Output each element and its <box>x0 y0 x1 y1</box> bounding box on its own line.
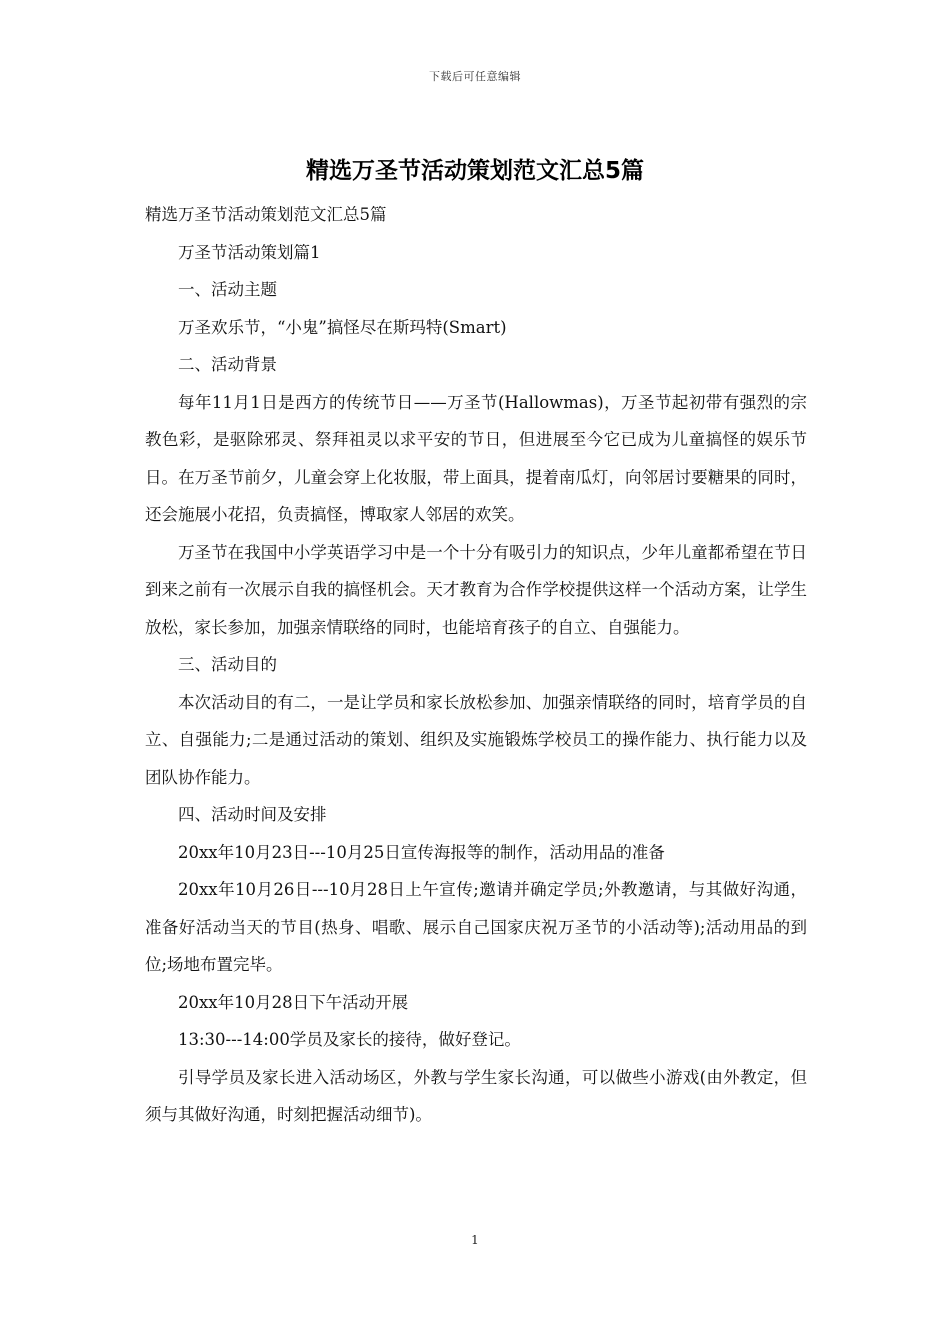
document-body <box>145 196 807 1134</box>
header-note: 下载后可任意编辑 <box>429 70 521 83</box>
paragraph-heading-theme: 一、活动主题 <box>178 280 277 299</box>
paragraph-section-heading: 万圣节活动策划篇1 <box>178 242 321 262</box>
paragraph-schedule-5: 引导学员及家长进入活动场区，外教与学生家长沟通，可以做些小游戏(由外教定，但须与其做好沟通，时刻把握活动细节)。 <box>145 1067 807 1124</box>
paragraph-schedule-2: 20xx年10月26日---10月28日上午宣传;邀请并确定学员;外教邀请，与其做好沟通，准备好活动当天的节目(热身、唱歌、展示自己国家庆祝万圣节的小活动等);活动用品的到位;场地布置完毕。 <box>145 880 807 974</box>
paragraph-schedule-4: 13:30---14:00学员及家长的接待，做好登记。 <box>178 1030 521 1049</box>
paragraph-schedule-1: 20xx年10月23日---10月25日宣传海报等的制作，活动用品的准备 <box>178 842 665 862</box>
paragraph-background-1: 每年11月1日是西方的传统节日——万圣节(Hallowmas)，万圣节起初带有强烈的宗教色彩，是驱除邪灵、祭拜祖灵以求平安的节日，但进展至今它已成为儿童搞怪的娱乐节日。在万圣节前夕，儿童会穿上化妆服，带上面具，提着南瓜灯，向邻居讨要糖果的同时，还会施展小花招，负责搞怪，博取家人邻居的欢笑。 <box>145 392 807 524</box>
paragraph-purpose: 本次活动目的有二，一是让学员和家长放松参加、加强亲情联络的同时，培育学员的自立、自强能力;二是通过活动的策划、组织及实施锻炼学校员工的操作能力、执行能力以及团队协作能力。 <box>145 692 807 787</box>
page-number: 1 <box>471 1233 479 1247</box>
document-title: 精选万圣节活动策划范文汇总5篇 <box>305 158 644 184</box>
paragraph-schedule-3: 20xx年10月28日下午活动开展 <box>178 992 409 1012</box>
paragraph-subtitle: 精选万圣节活动策划范文汇总5篇 <box>145 205 387 224</box>
paragraph-theme: 万圣欢乐节，“小鬼”搞怪尽在斯玛特(Smart) <box>178 317 507 337</box>
paragraph-heading-schedule: 四、活动时间及安排 <box>178 805 327 824</box>
paragraph-background-2: 万圣节在我国中小学英语学习中是一个十分有吸引力的知识点，少年儿童都希望在节日到来之前有一次展示自我的搞怪机会。天才教育为合作学校提供这样一个活动方案，让学生放松，家长参加，加强亲情联络的同时，也能培育孩子的自立、自强能力。 <box>145 542 807 637</box>
paragraph-heading-purpose: 三、活动目的 <box>178 655 277 674</box>
paragraph-heading-background: 二、活动背景 <box>178 355 277 374</box>
